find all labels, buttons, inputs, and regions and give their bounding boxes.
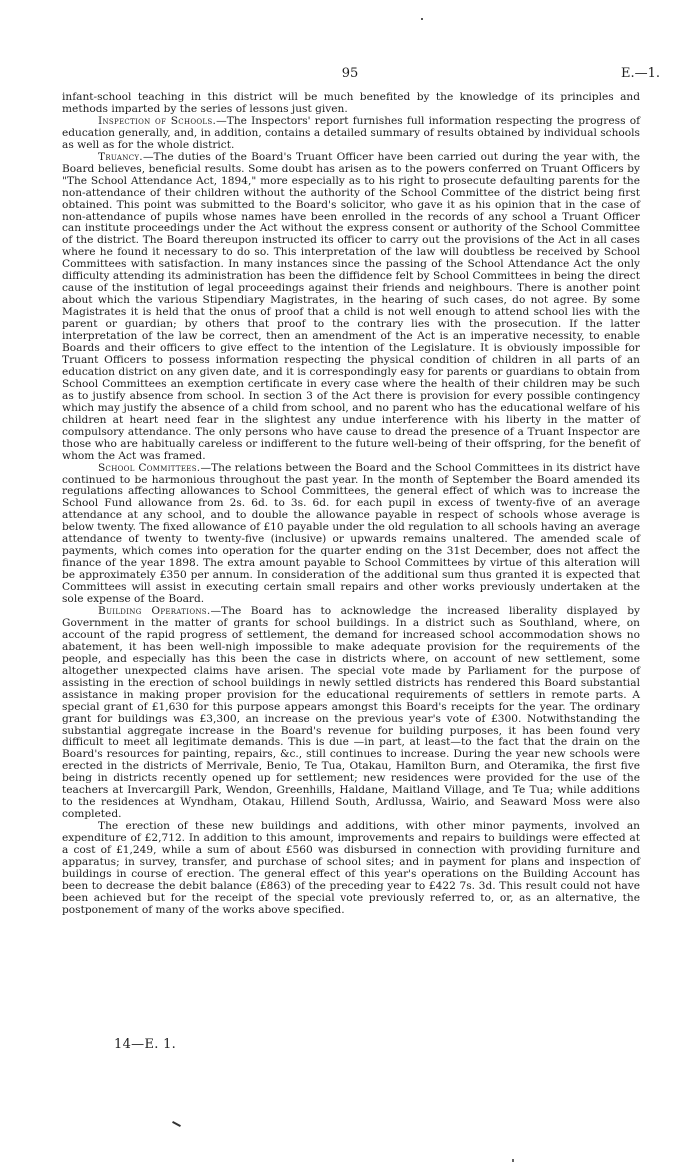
- section-heading: Building Operations.: [98, 604, 211, 617]
- paragraph-text: —The Board has to acknowledge the increased liberality displayed by Government in the matter of grants for school buildings. In a district such as Southland, where, on account of the rapid progress of settlement, the demand for increased school accommodation shows no abatement, it has been well-nigh impossible to make adequate provision for the requirements of the people, and especially has this been the case in districts where, on account of new settlement, some altogether unexpected claims have arisen. The special vote made by Parliament for the purpose of assisting in the erection of school buildings in newly settled districts has rendered this Board substantial assistance in making proper provision for the educational requirements of settlers in remote parts. A special grant of £1,630 for this purpose appears amongst this Board's receipts for the year. The ordinary grant for buildings was £3,300, an increase on the previous year's vote of £300. Notwithstanding the substantial aggregate increase in the Board's revenue for building purposes, it has been found very difficult to meet all legitimate demands. This is due —in part, at least—to the fact that the drain on the Board's resources for painting, repairs, &c., still continues to increase. During the year new schools were erected in the districts of Merrivale, Benio, Te Tua, Otakau, Hamilton Burn, and Oteramika, the first five being in districts recently opened up for settlement; new residences were provided for the use of the teachers at Invercargill Park, Wendon, Greenhills, Haldane, Maitland Village, and Te Tua; while additions to the residences at Wyndham, Otakau, Hillend South, Ardlussa, Wairio, and Seaward Moss were also completed.: [62, 604, 640, 821]
- signature-mark: 14—E. 1.: [114, 1037, 177, 1052]
- paragraph-text: infant-school teaching in this district will be much benefited by the knowledge of its principles and methods imparted by the series of lessons just given.: [62, 91, 640, 115]
- body-text: [62, 92, 640, 917]
- section-heading: School Committees.: [98, 461, 201, 474]
- stray-dot: [512, 1159, 514, 1162]
- paragraph-text: —The duties of the Board's Truant Officer have been carried out during the year with, the Board believes, beneficial results. Some doubt has arisen as to the powers conferred on Truant Officers by "The School Attendance Act, 1894," more especially as to his right to prosecute defaulting parents for the non-attendance of their children without the authority of the School Committee of the district being first obtained. This point was submitted to the Board's solicitor, who gave it as his opinion that in the case of non-attendance of pupils whose names have been enrolled in the records of any school a Truant Officer can institute proceedings under the Act without the express consent or authority of the School Committee of the district. The Board thereupon instructed its officer to carry out the provisions of the Act in all cases where he found it necessary to do so. This interpretation of the law will doubtless be received by School Committees with satisfaction. In many instances since the passing of the School Attendance Act the only difficulty attending its administration has been the diffidence felt by School Committees in being the direct cause of the institution of legal proceedings against their friends and neighbours. There is another point about which the various Stipendiary Magistrates, in the hearing of such cases, do not agree. By some Magistrates it is held that the onus of proof that a child is not well enough to attend school lies with the parent or guardian; by others that proof to the contrary lies with the prosecution. If the latter interpretation of the law be correct, then an amendment of the Act is an imperative necessity, to enable Boards and their officers to give effect to the intention of the Legislature. It is obviously impossible for Truant Officers to possess information respecting the physical condition of children in all parts of an education district on any given date, and it is correspondingly easy for parents or guardians to obtain from School Committees an exemption certificate in every case where the health of their children may be such as to justify absence from school. In section 3 of the Act there is provision for every possible contingency which may justify the absence of a child from school, and no parent who has the educational welfare of his children at heart need fear in the slightest any undue interference with his liberty in the matter of compulsory attendance. The only persons who have cause to dread the presence of a Truant Inspector are those who are habitually careless or indifferent to the future well-being of their offspring, for the benefit of whom the Act was framed.: [62, 150, 640, 462]
- paragraph-text: The erection of these new buildings and additions, with other minor payments, involved an expenditure of £2,712. In addition to this amount, improvements and repairs to buildings were effected at a cost of £1,249, while a sum of about £560 was disbursed in connection with providing furniture and apparatus; in survey, transfer, and purchase of school sites; and in payment for plans and inspection of buildings in course of erection. The general effect of this year's operations on the Building Account has been to decrease the debit balance (£863) of the preceding year to £422 7s. 3d. This result could not have been achieved but for the receipt of the special vote previously referred to, or, as an alternative, the postponement of many of the works above specified.: [62, 820, 640, 916]
- paragraph-expenditure: [62, 821, 640, 917]
- paragraph-text: —The Inspectors' report furnishes full information respecting the progress of education generally, and, in addition, contains a detailed summary of results obtained by individual schools as well as for the whole district.: [62, 114, 640, 151]
- paragraph-text: —The relations between the Board and the School Committees in its district have continued to be harmonious throughout the past year. In the month of September the Board amended its regulations affecting allowances to School Committees, the general effect of which was to increase the School Fund allowance from 2s. 6d. to 3s. 6d. for each pupil in excess of twenty-five of an average attendance at any school, and to double the allowance payable in respect of schools whose average is below twenty. The fixed allowance of £10 payable under the old regulation to all schools having an average attendance of twenty to twenty-five (inclusive) or upwards remains unaltered. The amended scale of payments, which comes into operation for the quarter ending on the 31st December, does not affect the finance of the year 1898. The extra amount payable to School Committees by virtue of this alteration will be approximately £350 per annum. In consideration of the additional sum thus granted it is expected that Committees will assist in executing certain small repairs and other works previously undertaken at the sole expense of the Board.: [62, 461, 641, 606]
- section-heading: Inspection of Schools.: [98, 114, 217, 127]
- paragraph-building-operations: [62, 606, 640, 821]
- paragraph-infant-teaching: [62, 92, 640, 116]
- paragraph-school-committees: [62, 463, 640, 606]
- paragraph-inspection: [62, 116, 640, 152]
- section-heading: Truancy.: [98, 150, 143, 163]
- page-number: 95: [341, 66, 359, 81]
- stray-dot: [421, 18, 423, 20]
- document-reference: E.—1.: [620, 66, 660, 81]
- paragraph-truancy: [62, 152, 640, 463]
- stray-mark: [172, 1121, 181, 1127]
